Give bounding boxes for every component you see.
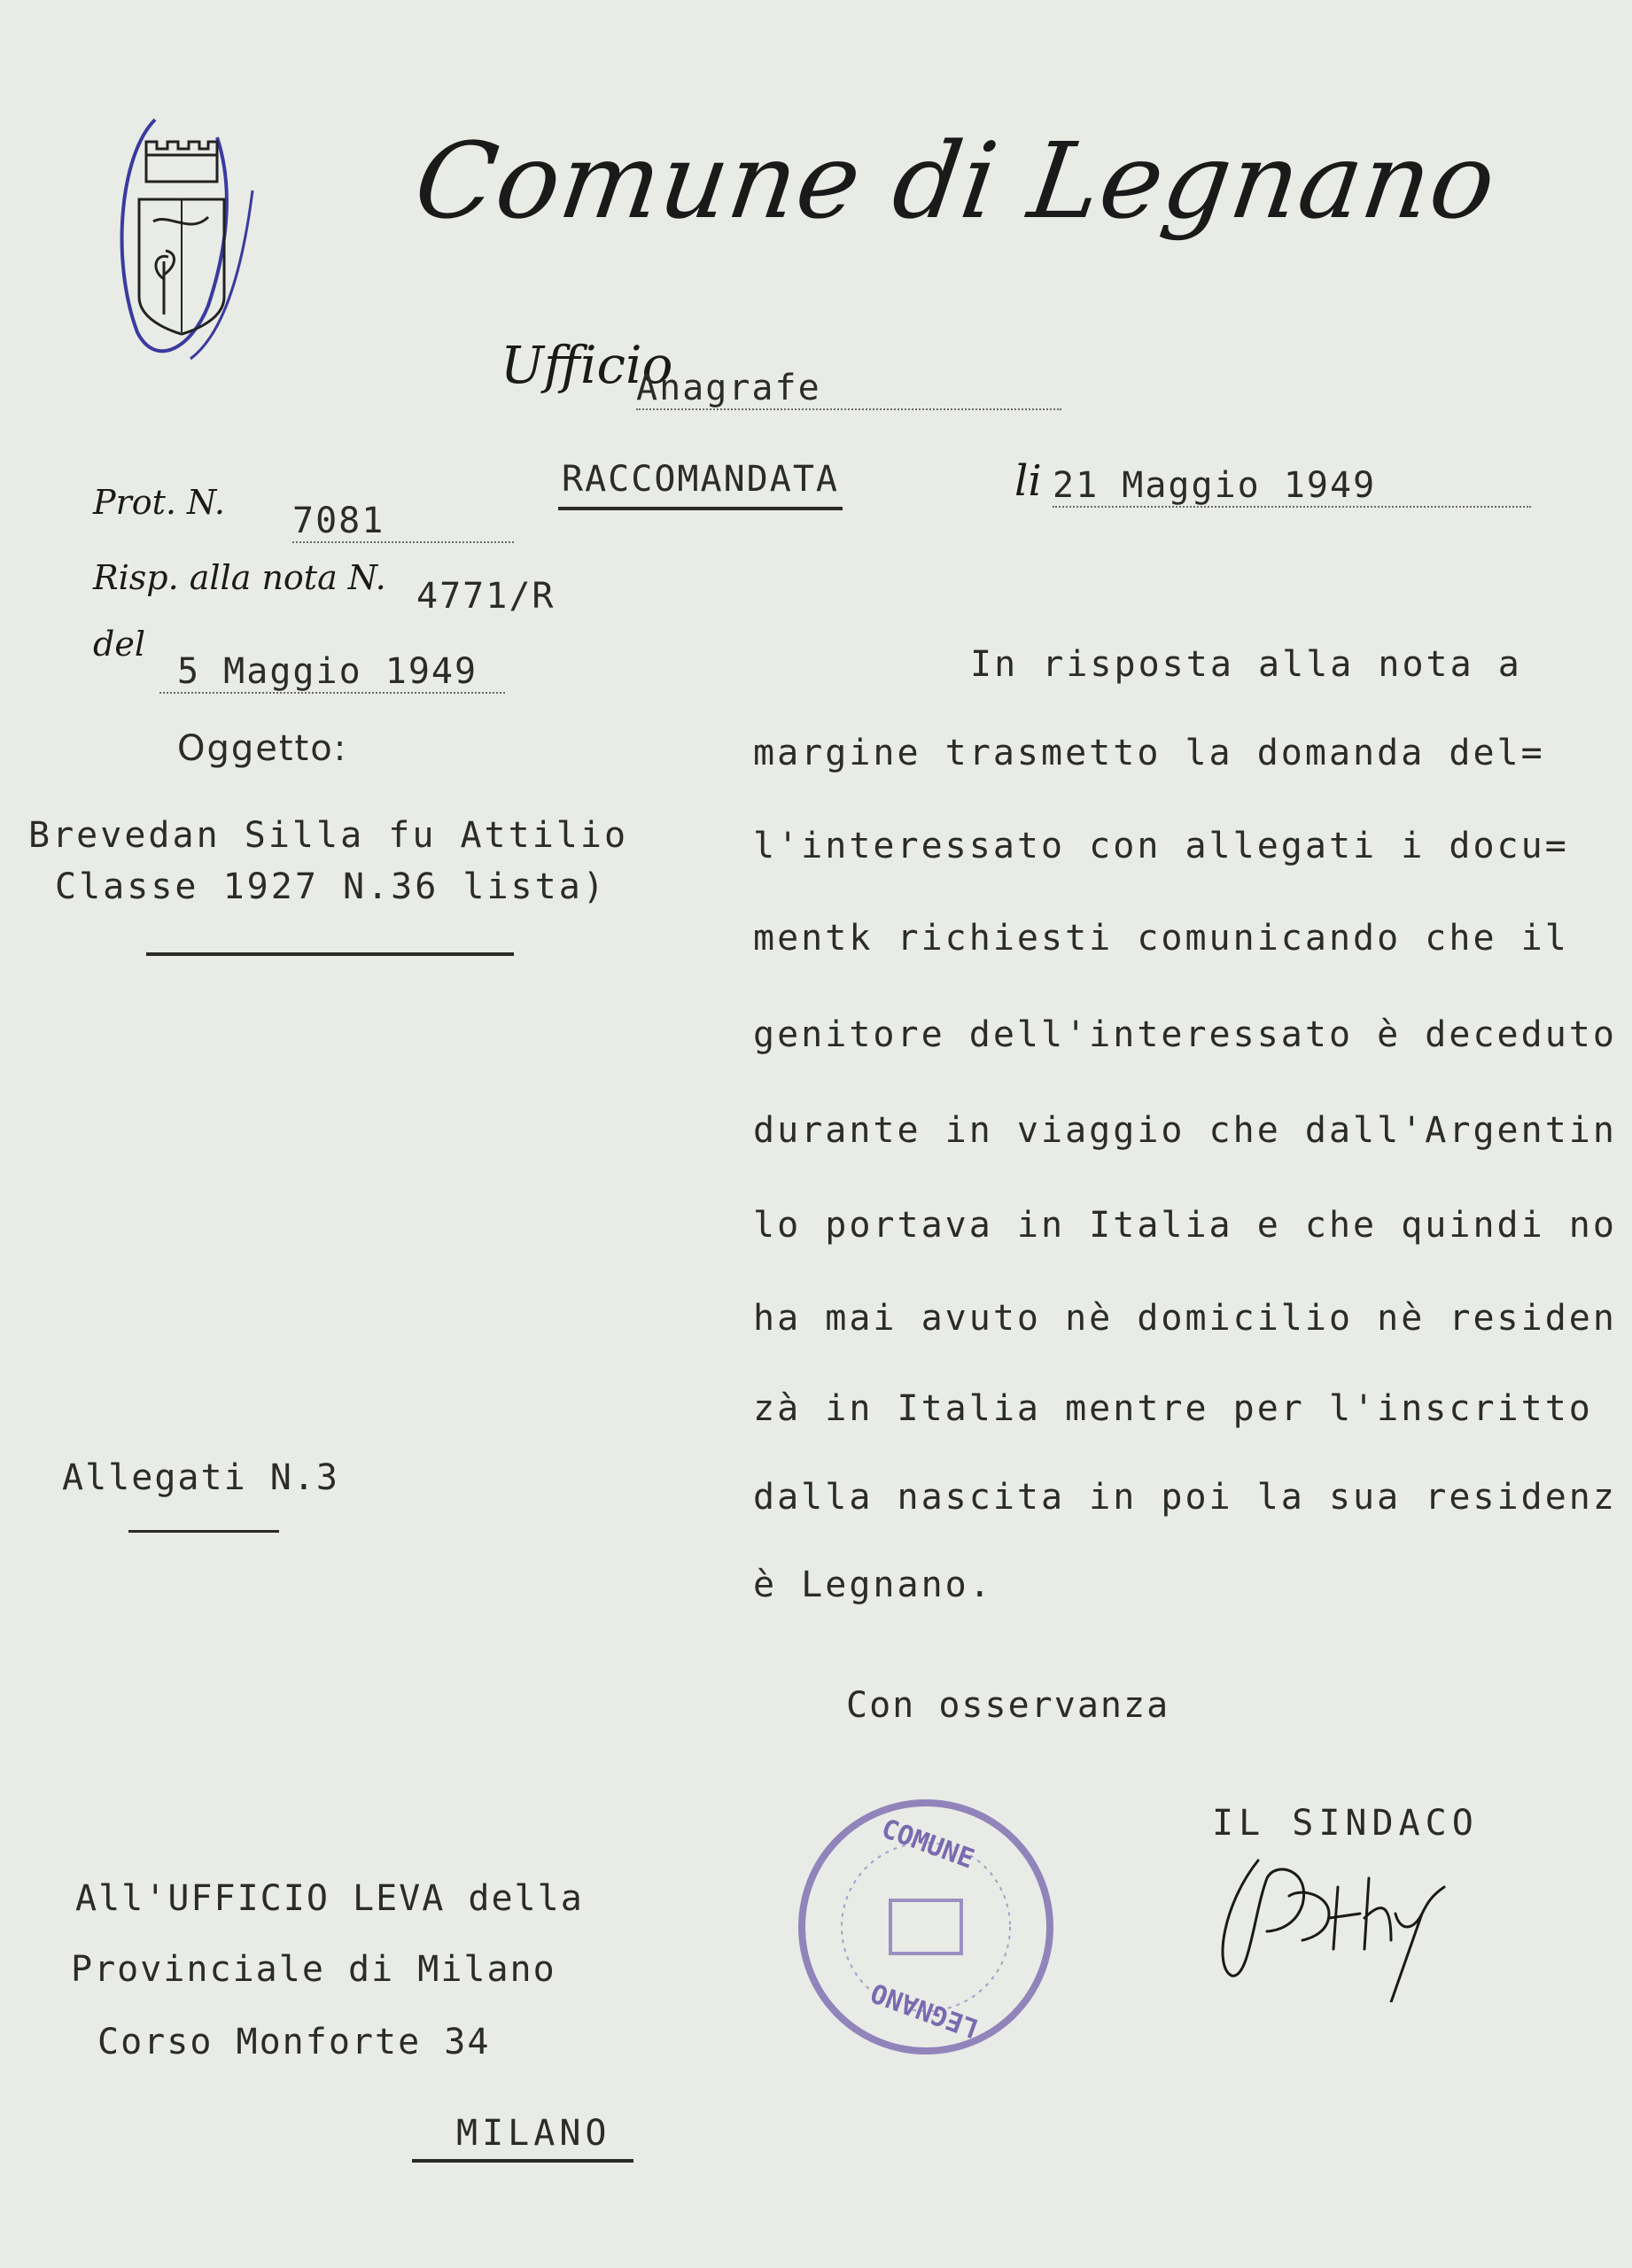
prot-value: 7081: [292, 501, 514, 543]
body-line-4: mentk richiesti comunicando che il: [753, 918, 1569, 959]
letterhead-title: Comune di Legnano: [408, 120, 1504, 242]
body-line-3: l'interessato con allegati i docu=: [753, 826, 1569, 866]
body-line-11: è Legnano.: [753, 1565, 993, 1605]
municipal-stamp: [784, 1785, 1068, 2069]
risp-value: 4771/R: [416, 576, 556, 617]
body-line-10: dalla nascita in poi la sua residenz: [753, 1477, 1617, 1518]
closing: Con osservanza: [846, 1685, 1170, 1726]
subject-divider: [146, 952, 514, 956]
date-prefix: li: [1014, 456, 1042, 506]
body-line-6: durante in viaggio che dall'Argentin: [753, 1110, 1617, 1151]
handwritten-signature: [1205, 1834, 1471, 2002]
signature-title: IL SINDACO: [1212, 1803, 1479, 1844]
recipient-line-1: All'UFFICIO LEVA della: [75, 1878, 584, 1919]
prot-label: Prot. N.: [93, 483, 225, 522]
ufficio-label: Ufficio: [501, 335, 673, 395]
ufficio-value: Anagrafe: [636, 368, 1061, 410]
subject-label: Oggetto:: [177, 728, 348, 769]
stamp-text-bottom: LEGNANO: [867, 1976, 983, 2044]
subject-line-2: Classe 1927 N.36 lista): [55, 866, 607, 907]
del-value: 5 Maggio 1949: [159, 651, 505, 694]
body-line-2: margine trasmetto la domanda del=: [753, 733, 1545, 773]
attachments-label: Allegati N.3: [62, 1457, 339, 1498]
date-value: 21 Maggio 1949: [1053, 465, 1531, 508]
body-line-8: ha mai avuto nè domicilio nè residen: [753, 1298, 1617, 1339]
body-line-1: In risposta alla nota a: [970, 644, 1522, 685]
risp-label: Risp. alla nota N.: [93, 558, 386, 597]
body-line-5: genitore dell'interessato è deceduto: [753, 1014, 1617, 1055]
attachments-divider: [128, 1530, 279, 1533]
recipient-city: MILANO: [456, 2113, 611, 2154]
raccomandata-label: RACCOMANDATA: [558, 459, 843, 510]
recipient-line-3: Corso Monforte 34: [97, 2022, 491, 2062]
recipient-line-2: Provinciale di Milano: [71, 1949, 556, 1990]
municipal-crest-icon: [84, 102, 270, 368]
stamp-text-top: COMUNE: [877, 1813, 978, 1876]
del-label: del: [93, 625, 145, 664]
recipient-divider: [412, 2159, 633, 2163]
body-line-9: zà in Italia mentre per l'inscritto: [753, 1388, 1593, 1429]
subject-line-1: Brevedan Silla fu Attilio: [28, 815, 629, 856]
body-line-7: lo portava in Italia e che quindi no: [753, 1205, 1617, 1246]
